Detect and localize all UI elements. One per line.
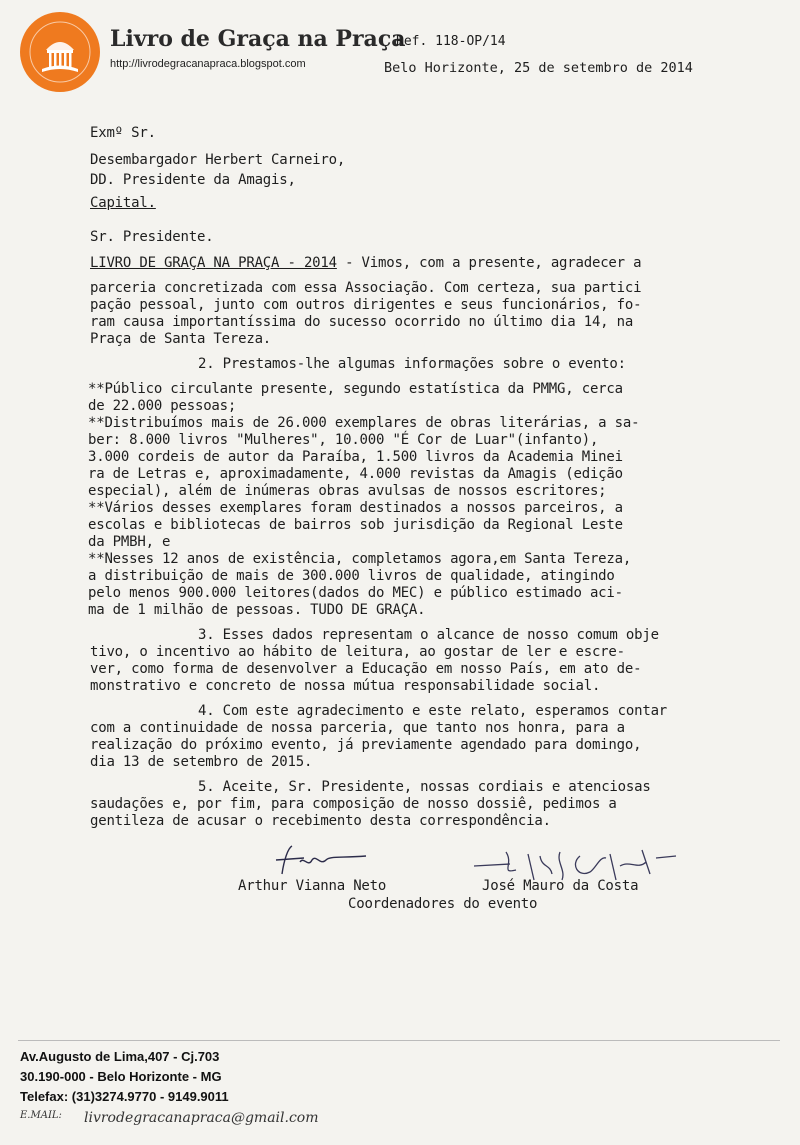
recipient-role: DD. Presidente da Amagis, (90, 172, 296, 188)
p2-line: de 22.000 pessoas; (88, 398, 237, 414)
salutation: Exmº Sr. (90, 125, 156, 141)
footer-phone: Telefax: (31)3274.9770 - 9149.9011 (20, 1089, 229, 1104)
brand-title: Livro de Graça na Praça (110, 26, 406, 52)
p1-line: ram causa importantíssima do sucesso ocorrido no último dia 14, na (90, 314, 634, 330)
p5-line: gentileza de acusar o recebimento desta correspondência. (90, 813, 551, 829)
p3-line: ver, como forma de desenvolver a Educação em nosso País, em ato de- (90, 661, 642, 677)
signature-caption: Coordenadores do evento (348, 896, 538, 912)
p4-line: realização do próximo evento, já previamente agendado para domingo, (90, 737, 642, 753)
footer-city: 30.190-000 - Belo Horizonte - MG (20, 1069, 222, 1084)
footer-address: Av.Augusto de Lima,407 - Cj.703 (20, 1049, 220, 1064)
p2-line: pelo menos 900.000 leitores(dados do MEC) e público estimado aci- (88, 585, 623, 601)
p4-line: 4. Com este agradecimento e este relato, esperamos contar (198, 703, 668, 719)
p2-line: ma de 1 milhão de pessoas. TUDO DE GRAÇA. (88, 602, 426, 618)
logo (20, 12, 100, 92)
signature-arthur (270, 842, 380, 882)
p2-line: **Nesses 12 anos de existência, completamos agora,em Santa Tereza, (88, 551, 632, 567)
p2-line: **Distribuímos mais de 26.000 exemplares de obras literárias, a sa- (88, 415, 640, 431)
p2-line: 3.000 cordeis de autor da Paraíba, 1.500 livros da Academia Minei (88, 449, 623, 465)
brand-url[interactable]: http://livrodegracanapraca.blogspot.com (110, 58, 306, 70)
p2-line: a distribuição de mais de 300.000 livros de qualidade, atingindo (88, 568, 615, 584)
p2-line: ber: 8.000 livros "Mulheres", 10.000 "É Cor de Luar"(infanto), (88, 432, 599, 448)
p1-line: parceria concretizada com essa Associação. Com certeza, sua partici (90, 280, 642, 296)
p2-intro: 2. Prestamos-lhe algumas informações sobre o evento: (198, 356, 626, 372)
p5-line: 5. Aceite, Sr. Presidente, nossas cordiais e atenciosas (198, 779, 651, 795)
p1-line: Praça de Santa Tereza. (90, 331, 272, 347)
p1-line: pação pessoal, junto com outros dirigentes e seus funcionários, fo- (90, 297, 642, 313)
p2-line: especial), além de inúmeras obras avulsas de nossos escritores; (88, 483, 607, 499)
p2-line: escolas e bibliotecas de bairros sob jurisdição da Regional Leste (88, 517, 623, 533)
p5-line: saudações e, por fim, para composição de nosso dossiê, pedimos a (90, 796, 617, 812)
p2-line: **Vários desses exemplares foram destinados a nossos parceiros, a (88, 500, 623, 516)
reference-number: Ref. 118-OP/14 (396, 34, 506, 49)
book-temple-icon (20, 12, 100, 92)
p3-line: 3. Esses dados representam o alcance de nosso comum obje (198, 627, 659, 643)
footer-email-label: E.MAIL: (20, 1110, 62, 1121)
signer-2-name: José Mauro da Costa (482, 878, 639, 894)
p4-line: dia 13 de setembro de 2015. (90, 754, 313, 770)
p1-line: LIVRO DE GRAÇA NA PRAÇA - 2014 - Vimos, com a presente, agradecer a (90, 255, 642, 271)
greeting: Sr. Presidente. (90, 229, 214, 245)
p2-line: **Público circulante presente, segundo estatística da PMMG, cerca (88, 381, 623, 397)
event-title: LIVRO DE GRAÇA NA PRAÇA - 2014 (90, 255, 337, 271)
p4-line: com a continuidade de nossa parceria, que tanto nos honra, para a (90, 720, 625, 736)
p3-line: tivo, o incentivo ao hábito de leitura, ao gostar de ler e escre- (90, 644, 625, 660)
p3-line: monstrativo e concreto de nossa mútua responsabilidade social. (90, 678, 601, 694)
recipient-city: Capital. (90, 195, 156, 211)
signer-1-name: Arthur Vianna Neto (238, 878, 387, 894)
p2-line: da PMBH, e (88, 534, 171, 550)
footer-divider (18, 1040, 780, 1041)
p2-line: ra de Letras e, aproximadamente, 4.000 revistas da Amagis (edição (88, 466, 623, 482)
footer-email[interactable]: livrodegracanapraca@gmail.com (84, 1110, 319, 1126)
letter-date: Belo Horizonte, 25 de setembro de 2014 (384, 60, 693, 76)
recipient-name: Desembargador Herbert Carneiro, (90, 152, 346, 168)
